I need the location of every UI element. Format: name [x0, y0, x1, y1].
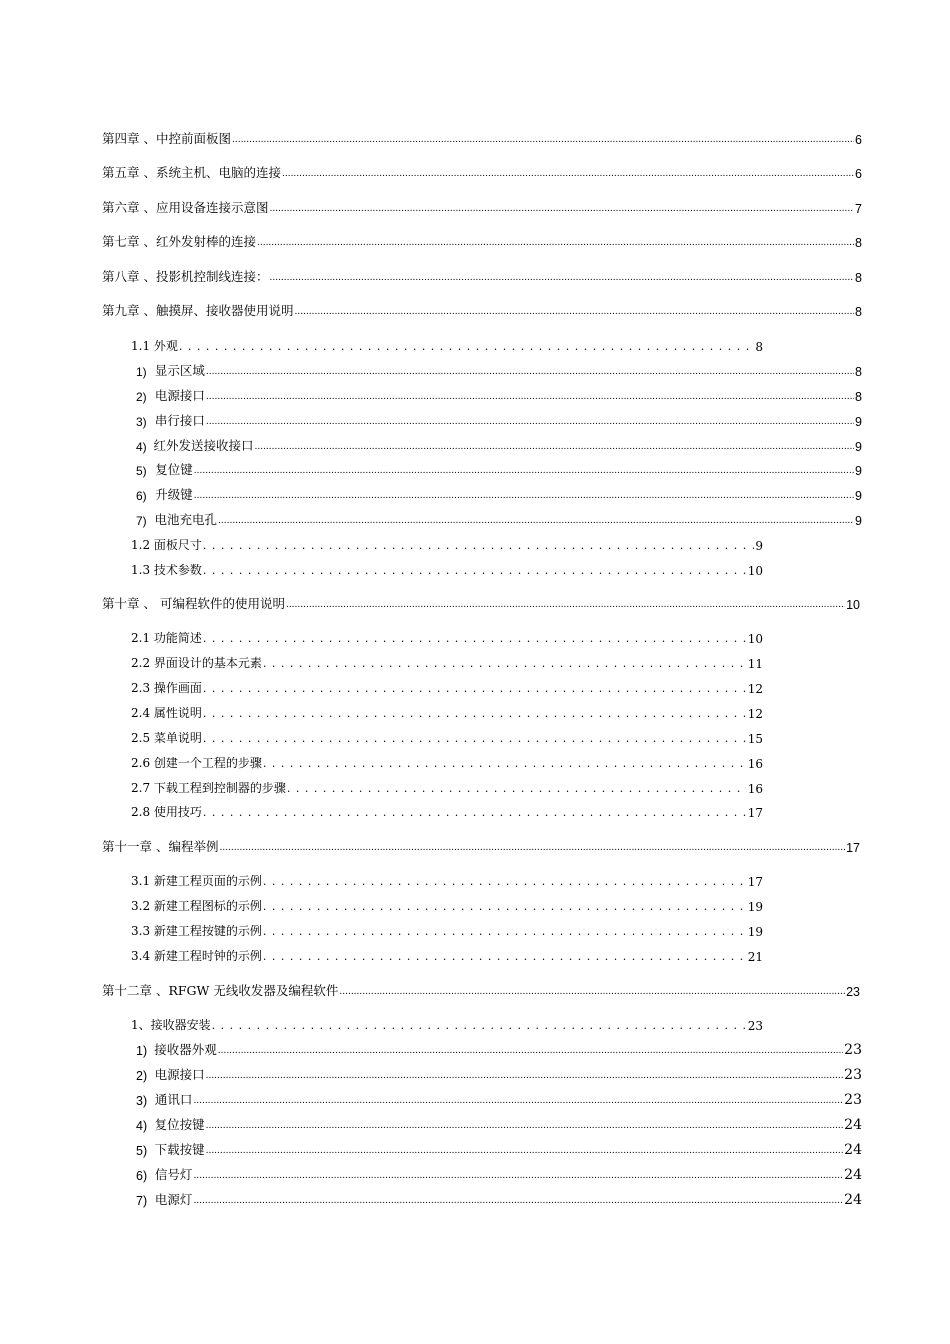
toc-entry-item[interactable]	[136, 1140, 862, 1158]
toc-leader	[203, 683, 747, 696]
item-number: 5)	[136, 1144, 148, 1158]
toc-page-number: 19	[747, 925, 763, 939]
item-number: 6)	[136, 489, 147, 503]
toc-leader	[179, 341, 754, 354]
toc-entry-title: 第五章 、系统主机、电脑的连接	[102, 165, 281, 180]
toc-leader	[212, 1020, 747, 1033]
item-number: 4)	[136, 1119, 148, 1133]
item-number: 3)	[136, 1094, 148, 1108]
toc-entry-item[interactable]	[136, 1190, 862, 1208]
toc-entry-section[interactable]	[131, 704, 763, 721]
toc-entry-section[interactable]	[131, 897, 763, 914]
toc-entry-section[interactable]	[131, 779, 763, 796]
toc-leader	[193, 1172, 843, 1183]
toc-entry-title: 第六章 、应用设备连接示意图	[102, 200, 269, 215]
toc-page-number: 16	[747, 782, 763, 796]
toc-entry-section[interactable]	[131, 754, 763, 771]
toc-page-number: 24	[844, 1142, 862, 1158]
toc-entry-item[interactable]	[136, 1065, 862, 1083]
toc-leader	[206, 1147, 844, 1158]
item-number: 1)	[136, 1044, 148, 1058]
toc-leader	[232, 136, 854, 147]
toc-entry-title: 复位键	[155, 462, 193, 477]
toc-page-number: 8	[855, 271, 862, 285]
toc-leader	[194, 492, 854, 503]
toc-entry-title: 第九章 、触摸屏、接收器使用说明	[102, 303, 294, 318]
toc-leader	[203, 540, 754, 553]
toc-entry-title: 2.1 功能简述	[131, 631, 202, 645]
item-number: 7)	[136, 1194, 148, 1208]
toc-entry-title: 第七章 、红外发射棒的连接	[102, 234, 256, 249]
toc-entry-title: 第十一章 、编程举例	[102, 839, 219, 854]
toc-entry-title: 2.8 使用技巧	[131, 805, 202, 819]
toc-entry-title: 3.4 新建工程时钟的示例	[131, 949, 262, 963]
item-number: 5)	[136, 464, 147, 478]
toc-entry-title: 电源灯	[154, 1192, 193, 1207]
toc-entry-title: 2.6 创建一个工程的步骤	[131, 756, 262, 770]
toc-entry-title: 接收器外观	[154, 1042, 217, 1057]
toc-leader	[263, 658, 747, 671]
toc-page-number: 11	[747, 657, 763, 671]
toc-leader	[282, 170, 854, 181]
toc-leader	[206, 1072, 844, 1083]
toc-leader	[218, 517, 854, 528]
toc-page-number: 8	[855, 365, 862, 379]
toc-leader	[203, 807, 747, 820]
toc-leader	[206, 368, 854, 379]
toc-entry-title: 1.2 面板尺寸	[131, 538, 202, 552]
toc-entry-section[interactable]	[131, 1016, 763, 1033]
toc-entry-chapter-11[interactable]	[102, 837, 860, 855]
toc-entry-title: 红外发送接收接口	[153, 438, 254, 453]
toc-entry-title: 下载按键	[154, 1142, 205, 1157]
toc-leader	[203, 565, 747, 578]
toc-entry-title: 第八章 、投影机控制线连接：	[102, 269, 269, 284]
toc-entry-section[interactable]	[131, 729, 763, 746]
toc-entry-item[interactable]	[136, 361, 862, 379]
toc-page-number: 9	[855, 489, 862, 503]
toc-entry-section[interactable]	[131, 922, 763, 939]
toc-entry-chapter-5[interactable]	[102, 163, 862, 181]
toc-leader	[257, 239, 854, 250]
toc-page-number: 24	[844, 1117, 862, 1133]
toc-page-number: 23	[844, 1067, 862, 1083]
toc-page-number: 12	[747, 682, 763, 696]
toc-entry-chapter-12[interactable]	[102, 981, 860, 999]
toc-entry-section-1-3[interactable]	[131, 561, 763, 578]
item-number: 7)	[136, 514, 147, 528]
toc-entry-section-1-1[interactable]	[131, 337, 763, 354]
toc-entry-title: 1.3 技术参数	[131, 563, 202, 577]
toc-page-number: 23	[844, 1042, 862, 1058]
toc-leader	[254, 443, 854, 454]
toc-leader	[263, 876, 747, 889]
item-number: 2)	[136, 390, 147, 404]
toc-entry-title: 3.3 新建工程按键的示例	[131, 924, 262, 938]
toc-leader	[203, 708, 747, 721]
toc-leader	[206, 418, 854, 429]
toc-entry-section[interactable]	[131, 679, 763, 696]
toc-entry-chapter-9[interactable]	[102, 301, 862, 319]
toc-leader	[194, 467, 854, 478]
toc-page-number: 23	[846, 985, 860, 999]
toc-entry-title: 升级键	[155, 487, 193, 502]
toc-entry-title: 2.3 操作画面	[131, 681, 202, 695]
toc-page-number: 8	[855, 305, 862, 319]
toc-entry-chapter-4[interactable]	[102, 129, 862, 147]
toc-entry-title: 信号灯	[154, 1167, 193, 1182]
toc-page-number: 8	[755, 340, 763, 354]
toc-page-number: 10	[747, 564, 763, 578]
toc-entry-section[interactable]	[131, 654, 763, 671]
item-number: 3)	[136, 415, 147, 429]
toc-entry-title: 2.4 属性说明	[131, 706, 202, 720]
toc-entry-chapter-7[interactable]	[102, 232, 862, 250]
toc-leader	[203, 633, 747, 646]
toc-entry-item[interactable]	[136, 485, 862, 503]
toc-entry-item[interactable]	[136, 510, 862, 528]
toc-entry-title: 2.7 下载工程到控制器的步骤	[131, 781, 286, 795]
toc-page-number: 16	[747, 757, 763, 771]
toc-leader	[263, 926, 747, 939]
toc-leader	[193, 1197, 843, 1208]
toc-entry-section[interactable]	[131, 947, 763, 964]
toc-leader	[203, 733, 747, 746]
toc-page-number: 9	[755, 539, 763, 553]
toc-page-number: 23	[844, 1092, 862, 1108]
toc-leader	[193, 1097, 843, 1108]
toc-page-number: 19	[747, 900, 763, 914]
toc-page-number: 6	[855, 133, 862, 147]
toc-page-number: 9	[855, 415, 862, 429]
toc-page-number: 9	[855, 514, 862, 528]
toc-entry-title: 显示区域	[154, 363, 205, 378]
toc-entry-section[interactable]	[131, 803, 763, 820]
toc-page-number: 8	[855, 390, 862, 404]
toc-page-number: 24	[844, 1167, 862, 1183]
toc-leader	[269, 205, 854, 216]
toc-entry-item[interactable]	[136, 411, 862, 429]
toc-entry-chapter-10[interactable]	[102, 594, 860, 612]
toc-entry-chapter-6[interactable]	[102, 198, 862, 216]
toc-page-number: 9	[855, 464, 862, 478]
toc-entry-item[interactable]	[136, 1090, 862, 1108]
toc-entry-title: 电池充电孔	[154, 512, 218, 527]
toc-entry-item[interactable]	[136, 460, 862, 478]
item-number: 1)	[136, 365, 147, 379]
toc-entry-title: 1、接收器安装	[131, 1018, 211, 1032]
toc-page-number: 10	[846, 598, 860, 612]
toc-leader	[294, 308, 854, 319]
toc-page-number: 15	[747, 732, 763, 746]
toc-leader	[263, 951, 747, 964]
toc-entry-title: 第十二章 、RFGW 无线收发器及编程软件	[102, 983, 339, 998]
toc-entry-item[interactable]	[136, 1115, 862, 1133]
toc-entry-title: 电源接口	[154, 388, 205, 403]
toc-entry-item[interactable]	[136, 386, 862, 404]
toc-page-number: 17	[747, 875, 763, 889]
toc-page-number: 8	[855, 236, 862, 250]
toc-entry-title: 3.2 新建工程图标的示例	[131, 899, 262, 913]
toc-entry-title: 复位按键	[154, 1117, 205, 1132]
toc-entry-item[interactable]	[136, 1040, 862, 1058]
toc-entry-section-1-2[interactable]	[131, 536, 763, 553]
toc-page-number: 10	[747, 632, 763, 646]
toc-page-number: 23	[747, 1019, 763, 1033]
toc-page-number: 12	[747, 707, 763, 721]
toc-page-number: 7	[855, 202, 862, 216]
toc-entry-title: 通讯口	[154, 1092, 193, 1107]
toc-leader	[269, 274, 854, 285]
toc-leader	[219, 844, 845, 855]
toc-leader	[263, 758, 747, 771]
toc-leader	[339, 988, 845, 999]
toc-entry-title: 第十章 、 可编程软件的使用说明	[102, 596, 285, 611]
item-number: 2)	[136, 1069, 148, 1083]
toc-entry-title: 电源接口	[154, 1067, 205, 1082]
toc-entry-section[interactable]	[131, 629, 763, 646]
toc-entry-title: 2.5 菜单说明	[131, 731, 202, 745]
toc-entry-title: 串行接口	[154, 413, 205, 428]
toc-entry-title: 3.1 新建工程页面的示例	[131, 874, 262, 888]
toc-entry-title: 1.1 外观	[131, 339, 178, 353]
toc-entry-section[interactable]	[131, 872, 763, 889]
item-number: 6)	[136, 1169, 148, 1183]
toc-page-number: 24	[844, 1192, 862, 1208]
toc-leader	[206, 393, 854, 404]
toc-leader	[263, 901, 747, 914]
toc-page-number: 17	[747, 806, 763, 820]
toc-leader	[286, 601, 845, 612]
toc-entry-item[interactable]	[136, 1165, 862, 1183]
toc-page-number: 9	[855, 440, 862, 454]
toc-page-number: 17	[846, 841, 860, 855]
toc-leader	[206, 1122, 844, 1133]
toc-entry-item[interactable]	[136, 436, 862, 454]
item-number: 4)	[136, 440, 147, 454]
toc-entry-title: 2.2 界面设计的基本元素	[131, 656, 262, 670]
toc-entry-title: 第四章 、中控前面板图	[102, 131, 231, 146]
toc-leader	[287, 783, 747, 796]
toc-page-number: 21	[747, 950, 763, 964]
toc-page-number: 6	[855, 167, 862, 181]
toc-leader	[218, 1047, 843, 1058]
toc-entry-chapter-8[interactable]	[102, 267, 862, 285]
